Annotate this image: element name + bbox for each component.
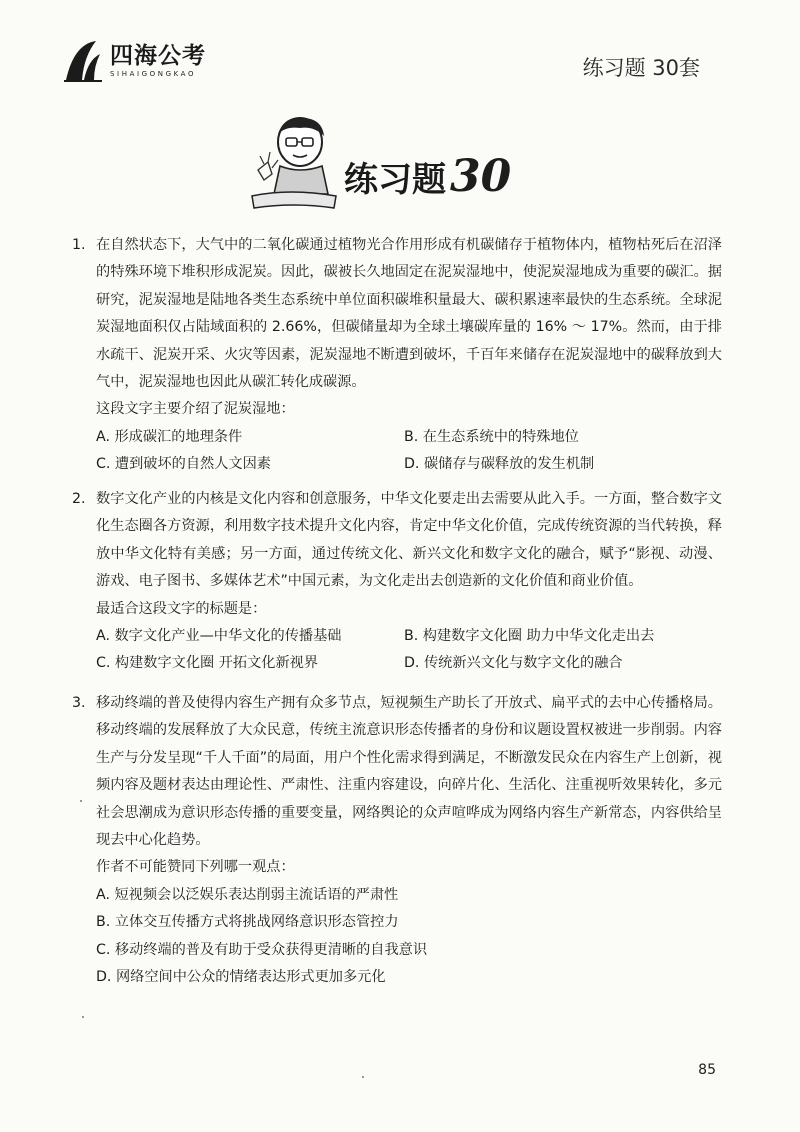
options-list: [72, 623, 722, 678]
option-c: C. 遭到破坏的自然人文因素: [96, 456, 271, 473]
question-1: [72, 232, 722, 479]
page-title-block: [250, 112, 511, 212]
options-list: [72, 424, 722, 479]
option-b: B. 立体交互传播方式将挑战网络意识形态管控力: [96, 914, 399, 931]
option-b: B. 在生态系统中的特殊地位: [404, 428, 579, 445]
option-a: A. 形成碳汇的地理条件: [96, 428, 243, 445]
question-3: [72, 690, 722, 991]
option-b: B. 构建数字文化圈 助力中华文化走出去: [404, 628, 655, 645]
option-d: D. 传统新兴文化与数字文化的融合: [404, 655, 623, 672]
page-number: 85: [698, 1062, 716, 1078]
page-title-number: 30: [450, 151, 512, 202]
mountain-sail-logo-icon: [62, 38, 104, 84]
question-number: 2.: [72, 491, 86, 507]
scan-speck: [80, 800, 82, 802]
question-stem: 作者不可能赞同下列哪一观点：: [96, 859, 295, 876]
logo-english-text: SIHAIGONGKAO: [110, 70, 197, 78]
option-a: A. 短视频会以泛娱乐表达削弱主流话语的严肃性: [96, 886, 399, 903]
question-2: [72, 486, 722, 678]
question-number: 1.: [72, 237, 86, 253]
brand-logo: [62, 38, 206, 84]
option-d: D. 碳储存与碳释放的发生机制: [404, 456, 595, 473]
question-number: 3.: [72, 695, 86, 711]
option-a: A. 数字文化产业—中华文化的传播基础: [96, 628, 342, 645]
scan-speck: [82, 1016, 84, 1018]
options-list: [72, 882, 722, 992]
question-stem: 这段文字主要介绍了泥炭湿地：: [96, 401, 295, 418]
option-d: D. 网络空间中公众的情绪表达形式更加多元化: [96, 969, 386, 986]
option-c: C. 构建数字文化圈 开拓文化新视界: [96, 655, 319, 672]
teacher-cartoon-icon: [250, 112, 338, 212]
question-passage: 在自然状态下，大气中的二氧化碳通过植物光合作用形成有机碳储存于植物体内，植物枯死后在沼泽的特殊环境下堆积形成泥炭。因此，碳被长久地固定在泥炭湿地中，使泥炭湿地成为重要的碳汇。据研究，泥炭湿地是陆地各类生态系统中单位面积碳堆积量最大、碳积累速率最快的生态系统。全球泥炭湿地面积仅占陆域面积的 2.66%，但碳储量却为全球土壤碳库量的 16% ～ 17%。然而，由于排水疏干、泥炭开采、火灾等因素，泥炭湿地不断遭到破坏，千百年来储存在泥炭湿地中的碳释放到大气中，泥炭湿地也因此从碳汇转化成碳源。: [96, 237, 722, 391]
option-c: C. 移动终端的普及有助于受众获得更清晰的自我意识: [96, 941, 428, 958]
page-title: 练习题: [344, 160, 446, 200]
scan-speck: [362, 1076, 364, 1078]
question-stem: 最适合这段文字的标题是：: [96, 600, 267, 617]
set-label: 练习题 30套: [582, 56, 700, 80]
question-passage: 移动终端的普及使得内容生产拥有众多节点，短视频生产助长了开放式、扁平式的去中心传播格局。移动终端的发展释放了大众民意，传统主流意识形态传播者的身份和议题设置权被进一步削弱。内容生产与分发呈现“千人千面”的局面，用户个性化需求得到满足，不断激发民众在内容生产上创新，视频内容及题材表达由理论性、严肃性、注重内容建设，向碎片化、生活化、注重视听效果转化，多元社会思潮成为意识形态传播的重要变量，网络舆论的众声喧哗成为网络内容生产新常态，内容供给呈现去中心化趋势。: [96, 695, 722, 849]
logo-chinese-text: 四海公考: [110, 43, 206, 69]
question-passage: 数字文化产业的内核是文化内容和创意服务，中华文化要走出去需要从此入手。一方面，整合数字文化生态圈各方资源，利用数字技术提升文化内容，肯定中华文化价值，完成传统资源的当代转换，释放中华文化特有美感；另一方面，通过传统文化、新兴文化和数字文化的融合，赋予“影视、动漫、游戏、电子图书、多媒体艺术”中国元素，为文化走出去创造新的文化价值和商业价值。: [96, 491, 722, 590]
